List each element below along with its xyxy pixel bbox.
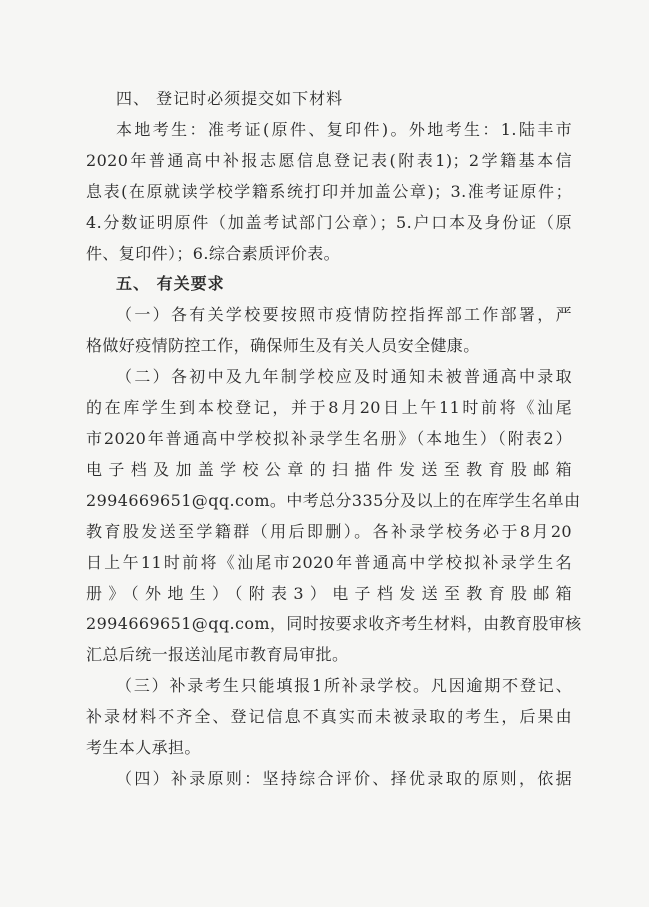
paragraph-line: （二）各初中及九年制学校应及时通知未被普通高中录取: [116, 367, 572, 387]
paragraph-line: 补录材料不齐全、登记信息不真实而未被录取的考生，后果由: [86, 707, 572, 727]
section-heading-4: 四、 登记时必须提交如下材料: [116, 89, 344, 108]
paragraph-line: 教育股发送至学籍群（用后即删）。各补录学校务必于8月20: [86, 521, 572, 541]
paragraph-line: （一）各有关学校要按照市疫情防控指挥部工作部署，严: [116, 305, 572, 325]
paragraph-line: （四）补录原则：坚持综合评价、择优录取的原则，依据: [116, 768, 572, 788]
paragraph-line: 册》（外地生）（附表3）电子档发送至教育股邮箱: [86, 583, 572, 603]
paragraph-line: 市2020年普通高中学校拟补录学生名册》（本地生）（附表2）: [86, 428, 572, 448]
paragraph-line: 考生本人承担。: [86, 738, 201, 758]
paragraph-line: 日上午11时前将《汕尾市2020年普通高中学校拟补录学生名: [86, 552, 572, 572]
paragraph-line: 2994669651@qq.com，同时按要求收齐考生材料，由教育股审核: [86, 614, 582, 634]
paragraph-line: 件、复印件）；6.综合素质评价表。: [86, 243, 341, 263]
paragraph-line: 2994669651@qq.com。中考总分335分及以上的在库学生名单由: [86, 490, 581, 510]
paragraph-line: 4.分数证明原件（加盖考试部门公章）；5.户口本及身份证（原: [86, 212, 572, 232]
section-heading-5: 五、 有关要求: [116, 274, 225, 294]
paragraph-line: 的在库学生到本校登记，并于8月20日上午11时前将《汕尾: [86, 398, 572, 418]
paragraph-line: 2020年普通高中补报志愿信息登记表(附表1)；2学籍基本信: [86, 150, 572, 170]
paragraph-line: 电子档及加盖学校公章的扫描件发送至教育股邮箱: [86, 459, 572, 479]
paragraph-line: 本地考生：准考证(原件、复印件)。外地考生：1.陆丰市: [116, 119, 572, 139]
paragraph-line: （三）补录考生只能填报1所补录学校。凡因逾期不登记、: [116, 676, 572, 696]
document-body: [86, 84, 582, 795]
paragraph-line: 格做好疫情防控工作，确保师生及有关人员安全健康。: [86, 336, 480, 356]
paragraph-line: 汇总后统一报送汕尾市教育局审批。: [86, 645, 349, 665]
paragraph-line: 息表(在原就读学校学籍系统打印并加盖公章)；3.准考证原件；: [86, 181, 572, 201]
